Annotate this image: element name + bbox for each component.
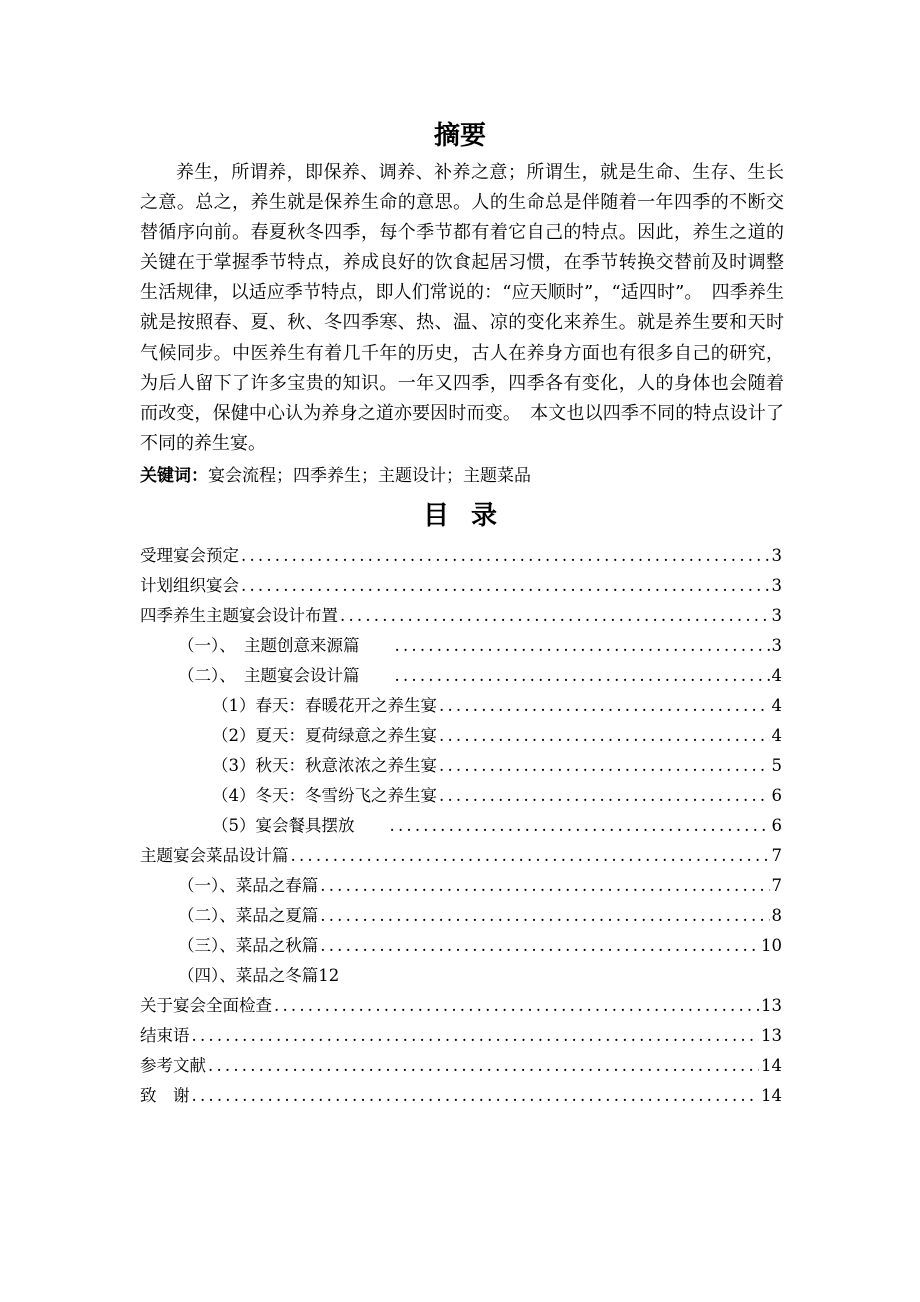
- abstract-title: 摘要: [433, 121, 486, 151]
- toc-entry-page: 4: [771, 666, 782, 685]
- toc-leader-dots: [320, 871, 769, 901]
- toc-entry-label: （3）秋天：秋意浓浓之养生宴: [212, 756, 437, 775]
- toc-leader-dots: [241, 571, 770, 601]
- toc-entry[interactable]: [140, 781, 782, 811]
- toc-entry-page: 14: [761, 1056, 782, 1075]
- toc-entry-page: 3: [771, 606, 782, 625]
- toc-entry-label: （5）宴会餐具摆放: [212, 816, 388, 835]
- toc-leader-dots: [192, 1081, 760, 1111]
- toc-entry[interactable]: [140, 841, 782, 871]
- abstract-body: 养生，所谓养，即保养、调养、补养之意；所谓生，就是生命、生存、生长之意。总之，养生就是保养生命的意思。人的生命总是伴随着一年四季的不断交替循序向前。春夏秋冬四季，每个季节都有着它自己的特点。因此，养生之道的关键在于掌握季节特点，养成良好的饮食起居习惯，在季节转换交替前及时调整生活规律，以适应季节特点，即人们常说的：“应天顺时”，“适四时”。 四季养生就是按照春、夏、秋、冬四季寒、热、温、凉的变化来养生。就是养生要和天时气候同步。中医养生有着几千年的历史，古人在养身方面也有很多自己的研究，为后人留下了许多宝贵的知识。一年又四季，四季各有变化，人的身体也会随着而改变，保健中心认为养身之道亦要因时而变。 本文也以四季不同的特点设计了不同的养生宴。: [140, 162, 784, 454]
- toc-leader-dots: [390, 811, 770, 841]
- toc-entry-label: （三）、菜品之秋篇: [178, 936, 319, 955]
- toc-entry[interactable]: [140, 871, 782, 901]
- toc-entry[interactable]: [140, 901, 782, 931]
- toc-leader-dots: [208, 1051, 759, 1081]
- toc-leader-dots: [340, 601, 770, 631]
- toc-entry-page: 10: [761, 936, 782, 955]
- toc-entry[interactable]: [140, 691, 782, 721]
- toc-leader-dots: [320, 931, 759, 961]
- toc-entry-page: 13: [761, 1026, 782, 1045]
- toc-entry-label: 参考文献: [140, 1056, 206, 1075]
- toc-leader-dots: [395, 631, 770, 661]
- keywords-line: [140, 461, 784, 491]
- toc-entry-label: （4）冬天：冬雪纷飞之养生宴: [212, 786, 437, 805]
- toc-entry-page: 7: [771, 846, 782, 865]
- toc-entry-label: 计划组织宴会: [140, 576, 239, 595]
- toc-entry-page: 13: [761, 996, 782, 1015]
- toc-entry-label: 主题宴会菜品设计篇: [140, 846, 289, 865]
- toc-entry-page: 8: [771, 906, 782, 925]
- toc-entry-page: 4: [771, 726, 782, 745]
- keywords-label: 关键词：: [140, 466, 208, 486]
- toc-leader-dots: [320, 901, 769, 931]
- toc-leader-dots: [439, 751, 770, 781]
- toc-entry[interactable]: [140, 631, 782, 661]
- toc-leader-dots: [241, 541, 770, 571]
- toc-entry-label: （一）、菜品之春篇: [178, 876, 319, 895]
- toc-leader-dots: [192, 1021, 760, 1051]
- toc-entry-label: 结束语: [140, 1026, 190, 1045]
- toc-entry[interactable]: [140, 1021, 782, 1051]
- toc-entry-label: 四季养生主题宴会设计布置: [140, 606, 338, 625]
- toc-entry-page: 7: [771, 876, 782, 895]
- toc-entry[interactable]: [140, 541, 782, 571]
- toc-entry-label: （一）、 主题创意来源篇: [178, 636, 393, 655]
- toc-entry-label: （2）夏天：夏荷绿意之养生宴: [212, 726, 437, 745]
- toc-entry[interactable]: [140, 931, 782, 961]
- toc-entry[interactable]: [140, 721, 782, 751]
- toc-leader-dots: [439, 721, 770, 751]
- toc-entry-label: （1）春天：春暖花开之养生宴: [212, 696, 437, 715]
- toc-entry-page: 4: [771, 696, 782, 715]
- toc-entry-page: 14: [761, 1086, 782, 1105]
- toc-entry[interactable]: [140, 601, 782, 631]
- toc-entry-label: （二）、菜品之夏篇: [178, 906, 319, 925]
- toc-entry[interactable]: [140, 991, 782, 1021]
- toc-entry-page: 6: [771, 816, 782, 835]
- toc-entry-label: 关于宴会全面检查: [140, 996, 272, 1015]
- toc-entry[interactable]: [140, 1051, 782, 1081]
- table-of-contents: [140, 541, 782, 1111]
- toc-entry-page: 12: [318, 966, 340, 985]
- toc-leader-dots: [274, 991, 759, 1021]
- toc-leader-dots: [395, 661, 770, 691]
- toc-entry[interactable]: [140, 811, 782, 841]
- toc-title: 目录: [422, 501, 519, 531]
- toc-leader-dots: [439, 781, 770, 811]
- toc-leader-dots: [291, 841, 770, 871]
- toc-entry-page: 3: [771, 576, 782, 595]
- toc-entry-label: （四）、菜品之冬篇: [178, 966, 319, 985]
- toc-entry[interactable]: [140, 751, 782, 781]
- keywords-text: 宴会流程；四季养生；主题设计；主题菜品: [208, 466, 531, 486]
- toc-leader-dots: [439, 691, 770, 721]
- toc-entry-label: 致 谢: [140, 1086, 190, 1105]
- toc-entry-label: 受理宴会预定: [140, 546, 239, 565]
- toc-entry-label: （二）、 主题宴会设计篇: [178, 666, 393, 685]
- toc-entry-page: 3: [771, 636, 782, 655]
- toc-entry-page: 3: [771, 546, 782, 565]
- toc-entry[interactable]: [140, 571, 782, 601]
- toc-entry[interactable]: [140, 961, 782, 991]
- toc-entry[interactable]: [140, 1081, 782, 1111]
- toc-entry[interactable]: [140, 661, 782, 691]
- toc-entry-page: 5: [771, 756, 782, 775]
- toc-entry-page: 6: [771, 786, 782, 805]
